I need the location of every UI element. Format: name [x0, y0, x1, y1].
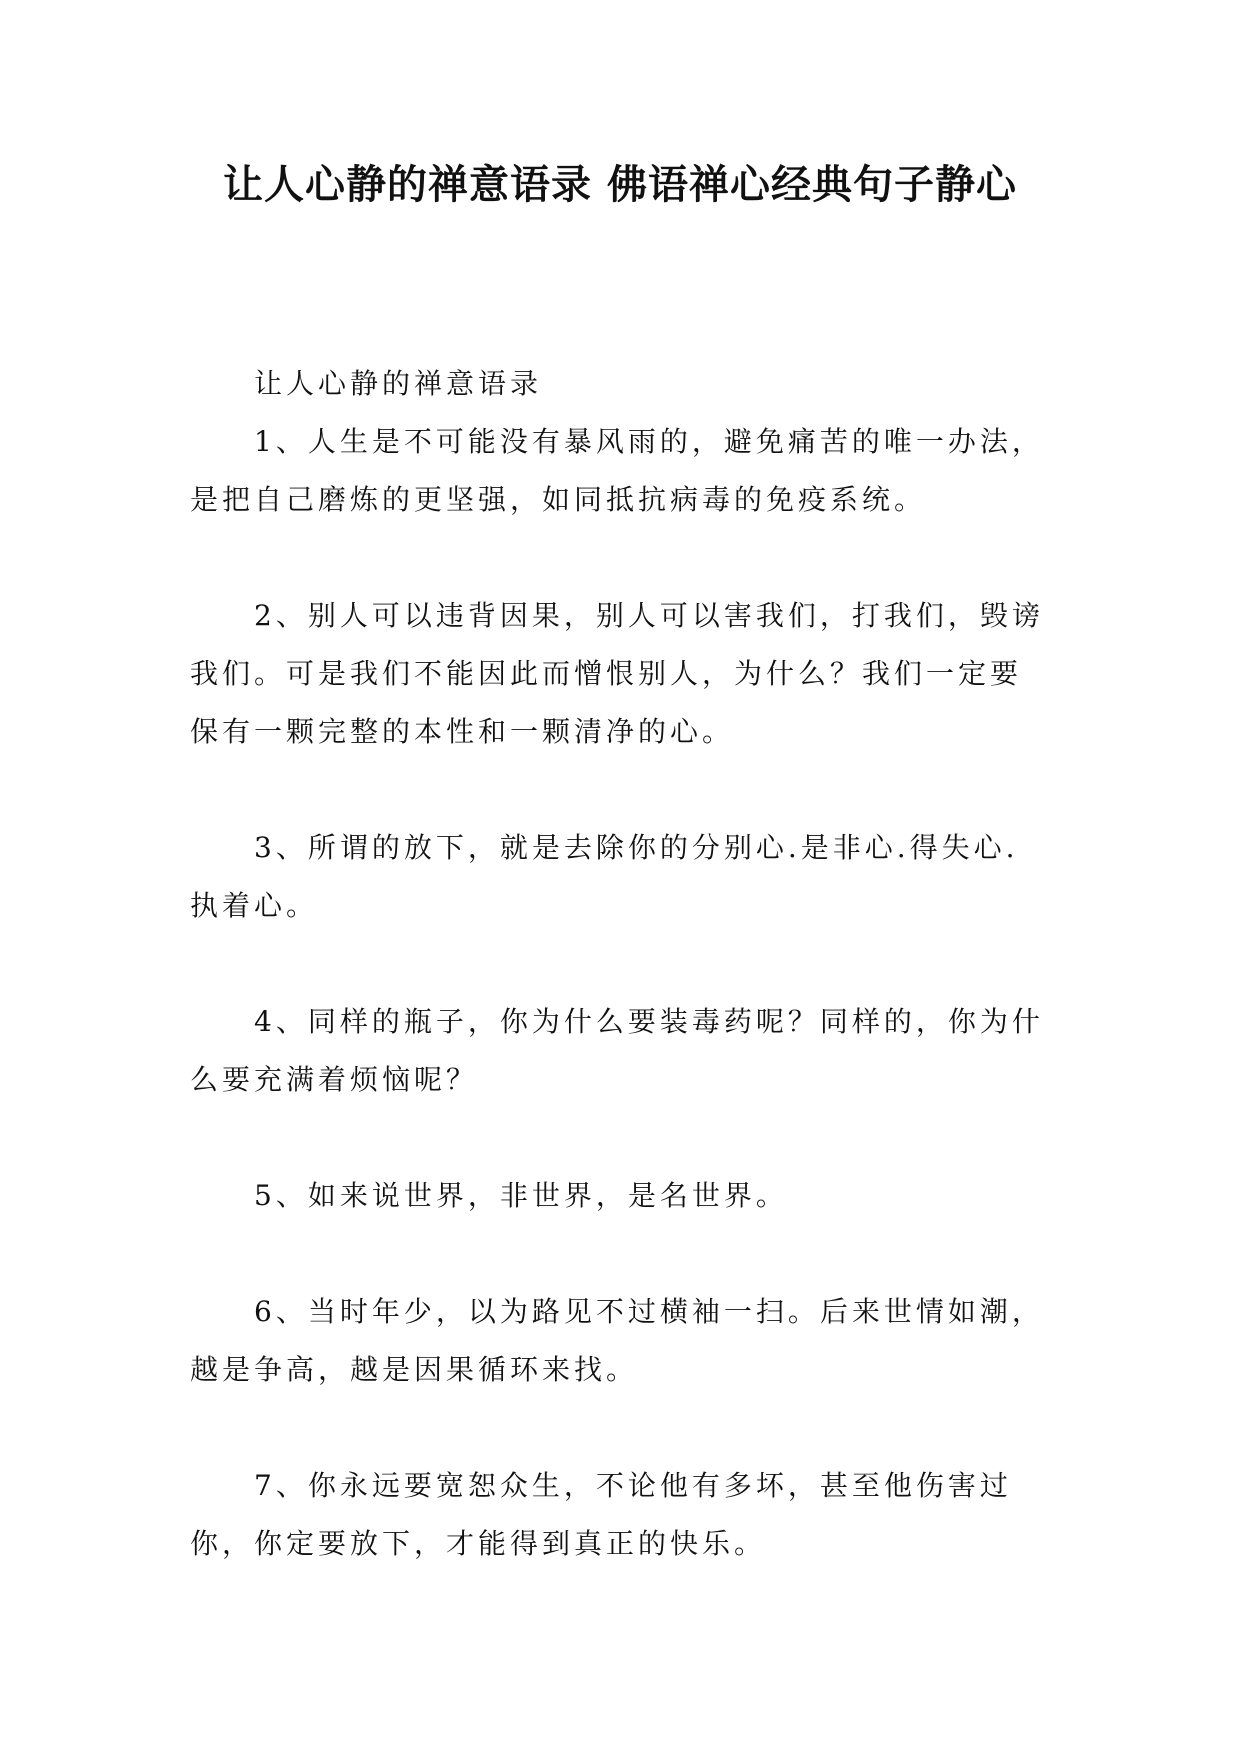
- document-title: 让人心静的禅意语录 佛语禅心经典句子静心: [223, 162, 1017, 208]
- quote-item-2: 2、别人可以违背因果，别人可以害我们，打我们，毁谤我们。可是我们不能因此而憎恨别人，为什么？我们一定要保有一颗完整的本性和一颗清净的心。: [190, 599, 1044, 748]
- quote-item-6: 6、当时年少，以为路见不过横袖一扫。后来世情如潮，越是争高，越是因果循环来找。: [190, 1295, 1044, 1386]
- quote-item-4: 4、同样的瓶子，你为什么要装毒药呢？同样的，你为什么要充满着烦恼呢？: [190, 1005, 1044, 1096]
- quote-item-7: 7、你永远要宽恕众生，不论他有多坏，甚至他伤害过你，你定要放下，才能得到真正的快乐。: [190, 1469, 1012, 1560]
- section-heading: 让人心静的禅意语录: [254, 367, 543, 400]
- quote-item-1: 1、人生是不可能没有暴风雨的，避免痛苦的唯一办法，是把自己磨炼的更坚强，如同抵抗病毒的免疫系统。: [190, 425, 1044, 516]
- document-body: [190, 355, 1050, 1573]
- quote-item-3: 3、所谓的放下，就是去除你的分别心.是非心.得失心.执着心。: [190, 831, 1019, 922]
- quote-item-5: 5、如来说世界，非世界，是名世界。: [254, 1179, 788, 1212]
